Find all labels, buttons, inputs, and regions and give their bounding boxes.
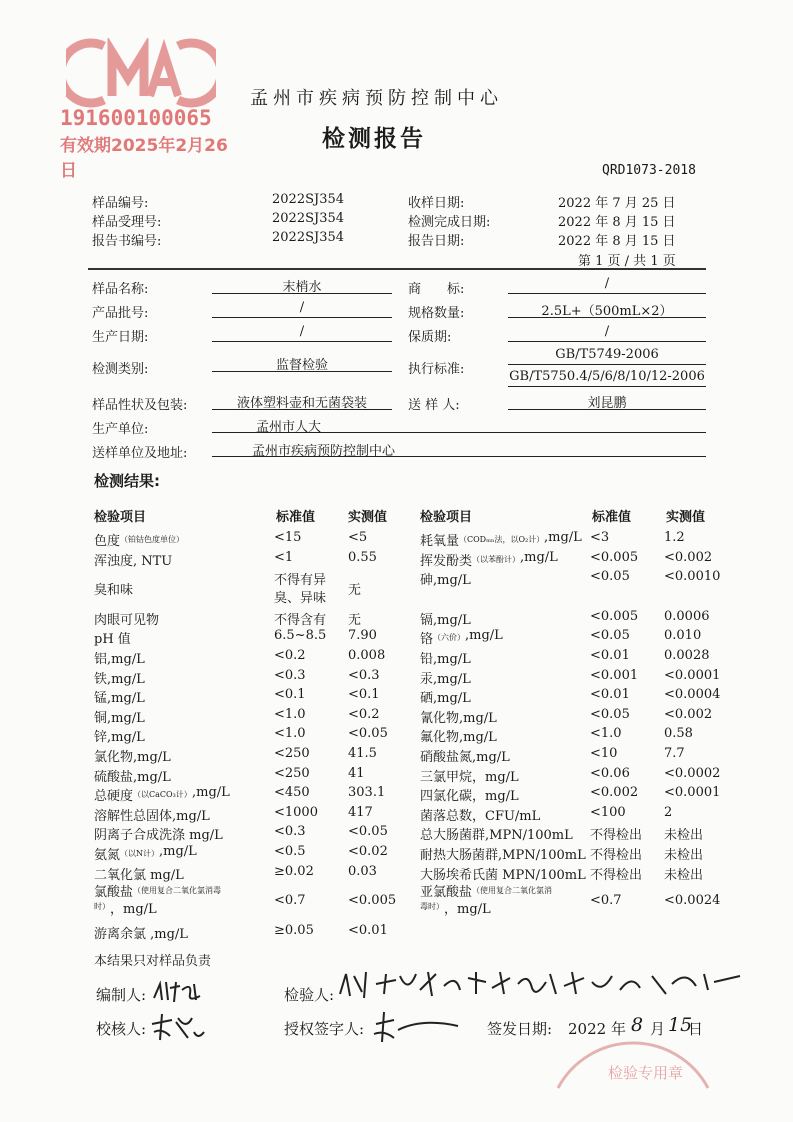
result-val-left: 7.90 — [348, 628, 377, 644]
issue-date-label: 签发日期: — [487, 1020, 553, 1038]
report-no: 2022SJ354 — [272, 230, 345, 245]
result-item-left: 氯酸盐 — [94, 885, 134, 901]
result-val-right: 未检出 — [664, 828, 704, 844]
sample-name: 末梢水 — [212, 276, 392, 294]
result-item-right: 大肠埃希氏菌 MPN/100mL — [420, 867, 586, 883]
result-std-right: <0.01 — [590, 648, 630, 663]
result-item-right: 三氯甲烷，mg/L — [420, 769, 519, 785]
result-val-left: <5 — [348, 530, 368, 545]
result-item-right: 硒,mg/L — [420, 691, 471, 707]
result-item-left: 锌,mg/L — [94, 730, 145, 746]
sample-no: 2022SJ354 — [272, 192, 345, 207]
result-item-left: 铜,mg/L — [94, 710, 145, 726]
report-title: 检测报告 — [322, 126, 426, 152]
result-item-unit: ,mg/L — [544, 530, 582, 545]
result-std-left: <0.1 — [274, 687, 306, 703]
cma-valid-date: 有效期2025年2月26日 — [60, 136, 228, 181]
result-val-right: <0.0004 — [664, 687, 721, 703]
result-std-left: <0.2 — [274, 648, 306, 663]
result-item-unit: ,mg/L — [520, 549, 558, 565]
issue-date-year: 2022 年 — [568, 1020, 626, 1038]
result-val-right: 0.010 — [664, 628, 702, 644]
shelf: / — [508, 324, 706, 342]
batch-label: 产品批号: — [92, 306, 149, 321]
editor-label: 编制人: — [96, 986, 147, 1004]
sample-name-label: 样品名称: — [92, 282, 149, 297]
result-std-left: <15 — [274, 530, 302, 545]
result-std-left: <0.7 — [274, 893, 306, 909]
result-std-right: <0.05 — [590, 706, 630, 722]
type-label: 检测类别: — [92, 362, 149, 377]
result-std-right: <0.005 — [590, 549, 639, 565]
result-item-unit-note: （以苯酚计） — [472, 554, 520, 564]
nature-label: 样品性状及包装: — [92, 398, 188, 413]
sender: 刘昆鹏 — [508, 392, 706, 410]
result-std-left: <450 — [274, 785, 310, 801]
result-val-left: 无 — [348, 612, 362, 628]
issue-date-day: 15 — [668, 1014, 693, 1036]
result-item-unit: ，mg/L — [444, 902, 491, 918]
result-std-2-left: 臭、异味 — [274, 591, 327, 607]
result-std-right: <10 — [590, 746, 618, 761]
result-std-right: <0.001 — [590, 667, 639, 683]
header-val-left: 实测值 — [348, 510, 388, 525]
result-val-right: 2 — [664, 804, 673, 820]
producer: 孟州市人大 — [212, 416, 706, 433]
inspection-seal — [548, 968, 718, 1098]
result-item-unit-note: （CODₘₙ法，以O₂计） — [459, 535, 545, 544]
sender-unit-label: 送样单位及地址: — [92, 446, 188, 461]
result-std-right: 不得检出 — [590, 867, 643, 883]
inspector-label: 检验人: — [284, 986, 335, 1004]
accept-no-label: 样品受理号: — [92, 215, 162, 230]
accept-no: 2022SJ354 — [272, 211, 345, 226]
result-std-right: 不得检出 — [590, 848, 643, 863]
header-std-left: 标准值 — [276, 510, 316, 525]
shelf-label: 保质期: — [408, 330, 452, 345]
result-val-right: <0.0002 — [664, 765, 721, 781]
brand-label: 商 标: — [408, 282, 465, 297]
result-std-left: <1.0 — [274, 706, 306, 722]
result-item-left: 总硬度 — [94, 789, 134, 805]
result-val-left: 0.03 — [348, 863, 377, 879]
result-std-left: <0.3 — [274, 824, 306, 840]
reviewer-label: 校核人: — [96, 1020, 147, 1038]
result-item-right: 镉,mg/L — [420, 612, 471, 628]
result-val-left: 无 — [348, 583, 362, 599]
result-val-left: <0.3 — [348, 667, 380, 683]
result-val-left: 0.55 — [348, 549, 377, 565]
result-item-right: 汞,mg/L — [420, 671, 471, 687]
header-item-left: 检验项目 — [94, 510, 147, 525]
producer-label: 生产单位: — [92, 422, 149, 437]
result-item-left: 铝,mg/L — [94, 652, 145, 667]
result-std-left: <250 — [274, 746, 310, 761]
finish-date-label: 检测完成日期: — [408, 215, 491, 230]
result-std-left: <0.3 — [274, 667, 306, 683]
result-std-left: ≥0.05 — [274, 922, 314, 938]
report-code: QRD1073-2018 — [602, 163, 696, 178]
result-item-left: 溶解性总固体,mg/L — [94, 808, 210, 824]
result-val-right: 未检出 — [664, 867, 704, 883]
report-no-label: 报告书编号: — [92, 234, 162, 249]
receive-date: 2022 年 7 月 25 日 — [558, 196, 676, 211]
result-item-right: 挥发酚类 — [420, 553, 473, 569]
prod-date: / — [212, 324, 392, 342]
result-val-right: <0.0010 — [664, 569, 721, 585]
result-val-left: 417 — [348, 804, 373, 820]
result-item-right: 铬 — [420, 632, 434, 648]
cma-number: 191600100065 — [60, 106, 212, 130]
result-item-right: 耗氧量 — [420, 534, 460, 549]
result-item-left: 锰,mg/L — [94, 691, 145, 707]
result-item-unit-note-2: 时） — [94, 902, 110, 912]
authorizer-label: 授权签字人: — [284, 1020, 365, 1038]
result-item-right: 四氯化碳，mg/L — [420, 789, 519, 805]
result-item-left: pH 值 — [94, 632, 131, 648]
result-item-left: 肉眼可见物 — [94, 612, 160, 628]
result-item-right: 总大肠菌群,MPN/100mL — [420, 828, 573, 844]
result-val-left: <0.05 — [348, 824, 388, 840]
result-item-unit-note: （以CaCO₃计） — [133, 790, 192, 800]
header-item-right: 检验项目 — [420, 510, 473, 525]
sender-unit: 孟州市疾病预防控制中心 — [212, 440, 706, 457]
authorizer-signature — [372, 1008, 462, 1048]
result-item-unit: ,mg/L — [159, 844, 197, 859]
header-std-right: 标准值 — [592, 510, 632, 525]
result-std-right: <0.05 — [590, 569, 630, 585]
std-1: GB/T5749-2006 — [508, 347, 706, 365]
result-std-left: ≥0.02 — [274, 863, 314, 879]
result-std-right: <0.7 — [590, 893, 622, 909]
result-val-left: 0.008 — [348, 648, 386, 663]
brand: / — [508, 276, 706, 294]
prod-date-label: 生产日期: — [92, 330, 149, 345]
result-item-right: 氟化物,mg/L — [420, 730, 497, 746]
result-val-right: <0.002 — [664, 549, 713, 565]
result-std-left: <0.5 — [274, 844, 306, 859]
result-item-right: 菌落总数，CFU/mL — [420, 808, 541, 824]
result-val-right: 0.0028 — [664, 648, 710, 663]
result-std-right: <3 — [590, 530, 610, 545]
result-item-right: 氰化物,mg/L — [420, 710, 497, 726]
receive-date-label: 收样日期: — [408, 196, 465, 211]
result-std-left: <1000 — [274, 804, 318, 820]
spec: 2.5L+（500mL×2） — [508, 300, 706, 318]
result-val-left: <0.05 — [348, 726, 388, 742]
issue-date-day-label: 日 — [688, 1020, 704, 1038]
result-val-right: <0.002 — [664, 706, 713, 722]
issue-date-month-label: 月 — [650, 1020, 666, 1038]
result-val-right: <0.0001 — [664, 785, 721, 801]
result-std-left: 不得含有 — [274, 612, 327, 628]
result-item-unit-note-2: 毒时） — [420, 902, 444, 912]
result-val-left: <0.005 — [348, 893, 397, 909]
result-item-right: 砷,mg/L — [420, 573, 471, 589]
sender-label: 送 样 人: — [408, 398, 460, 413]
result-std-right: <0.06 — [590, 765, 630, 781]
report-date-label: 报告日期: — [408, 234, 465, 249]
result-item-right: 耐热大肠菌群,MPN/100mL — [420, 848, 586, 863]
result-val-right: 7.7 — [664, 746, 685, 761]
result-item-unit: ,mg/L — [192, 785, 230, 801]
result-item-unit: ,mg/L — [465, 628, 503, 644]
spec-label: 规格数量: — [408, 306, 465, 321]
result-item-left: 氨氮 — [94, 848, 121, 863]
result-item-left: 铁,mg/L — [94, 671, 145, 687]
seal-text: 检验专用章 — [608, 1064, 684, 1082]
result-item-left: 硫酸盐,mg/L — [94, 769, 171, 785]
header-val-right: 实测值 — [666, 510, 706, 525]
result-std-right: 不得检出 — [590, 828, 643, 844]
result-val-left: 41 — [348, 765, 365, 781]
batch: / — [212, 300, 392, 318]
result-val-right: 未检出 — [664, 848, 704, 863]
result-std-left: 不得有异 — [274, 573, 327, 589]
result-val-left: <0.1 — [348, 687, 380, 703]
result-item-left: 色度 — [94, 534, 121, 549]
result-item-left: 氯化物,mg/L — [94, 750, 171, 765]
result-std-right: <0.002 — [590, 785, 639, 801]
editor-signature — [150, 976, 210, 1006]
result-val-left: <0.2 — [348, 706, 380, 722]
result-std-left: 6.5~8.5 — [274, 628, 327, 644]
cma-logo-icon — [66, 38, 216, 108]
org-name: 孟州市疾病预防控制中心 — [250, 88, 503, 109]
result-item-left: 二氧化氯 mg/L — [94, 867, 184, 883]
result-item-right: 硝酸盐氮,mg/L — [420, 750, 510, 765]
result-val-right: 0.0006 — [664, 608, 710, 624]
result-std-right: <0.01 — [590, 687, 630, 703]
result-item-unit: ，mg/L — [110, 902, 157, 918]
result-item-right: 亚氯酸盐 — [420, 885, 473, 901]
divider — [88, 268, 706, 270]
page-indicator: 第 1 页 / 共 1 页 — [578, 254, 676, 269]
std-label: 执行标准: — [408, 362, 465, 377]
finish-date: 2022 年 8 月 15 日 — [558, 215, 676, 230]
sample-no-label: 样品编号: — [92, 196, 149, 211]
std-2: GB/T5750.4/5/6/8/10/12-2006 — [508, 369, 706, 387]
result-val-right: <0.0024 — [664, 893, 721, 909]
result-std-right: <0.05 — [590, 628, 630, 644]
result-val-right: 1.2 — [664, 530, 685, 545]
results-note: 本结果只对样品负责 — [94, 954, 212, 969]
result-val-left: <0.02 — [348, 844, 388, 859]
result-std-left: <1 — [274, 549, 294, 565]
result-val-left: <0.01 — [348, 922, 388, 938]
result-val-right: 0.58 — [664, 726, 693, 742]
result-item-right: 铅,mg/L — [420, 652, 471, 667]
result-item-unit-note: （以N计） — [120, 849, 159, 858]
results-title: 检测结果: — [94, 472, 160, 490]
type: 监督检验 — [212, 354, 392, 372]
result-val-left: 303.1 — [348, 785, 386, 801]
report-date: 2022 年 8 月 15 日 — [558, 234, 676, 249]
reviewer-signature — [148, 1010, 208, 1044]
result-std-right: <0.005 — [590, 608, 639, 624]
result-item-unit-note: （六价） — [433, 633, 465, 643]
result-val-right: <0.0001 — [664, 667, 721, 683]
result-std-right: <100 — [590, 804, 626, 820]
result-item-left: 游离余氯 ,mg/L — [94, 926, 188, 942]
result-item-unit-note: （使用复合二氧化氯消 — [472, 886, 552, 896]
result-std-right: <1.0 — [590, 726, 622, 742]
result-item-left: 阴离子合成洗涤 mg/L — [94, 828, 223, 844]
result-item-unit-note: （铂钴色度单位） — [120, 535, 184, 544]
result-val-left: 41.5 — [348, 746, 377, 761]
issue-date-month: 8 — [631, 1014, 644, 1036]
result-item-left: 浑浊度, NTU — [94, 553, 173, 569]
nature: 液体塑料壶和无菌袋装 — [212, 392, 392, 410]
result-item-unit-note: （使用复合二氧化氯消毒 — [133, 886, 221, 896]
result-std-left: <250 — [274, 765, 310, 781]
result-std-left: <1.0 — [274, 726, 306, 742]
result-item-left: 臭和味 — [94, 583, 134, 599]
